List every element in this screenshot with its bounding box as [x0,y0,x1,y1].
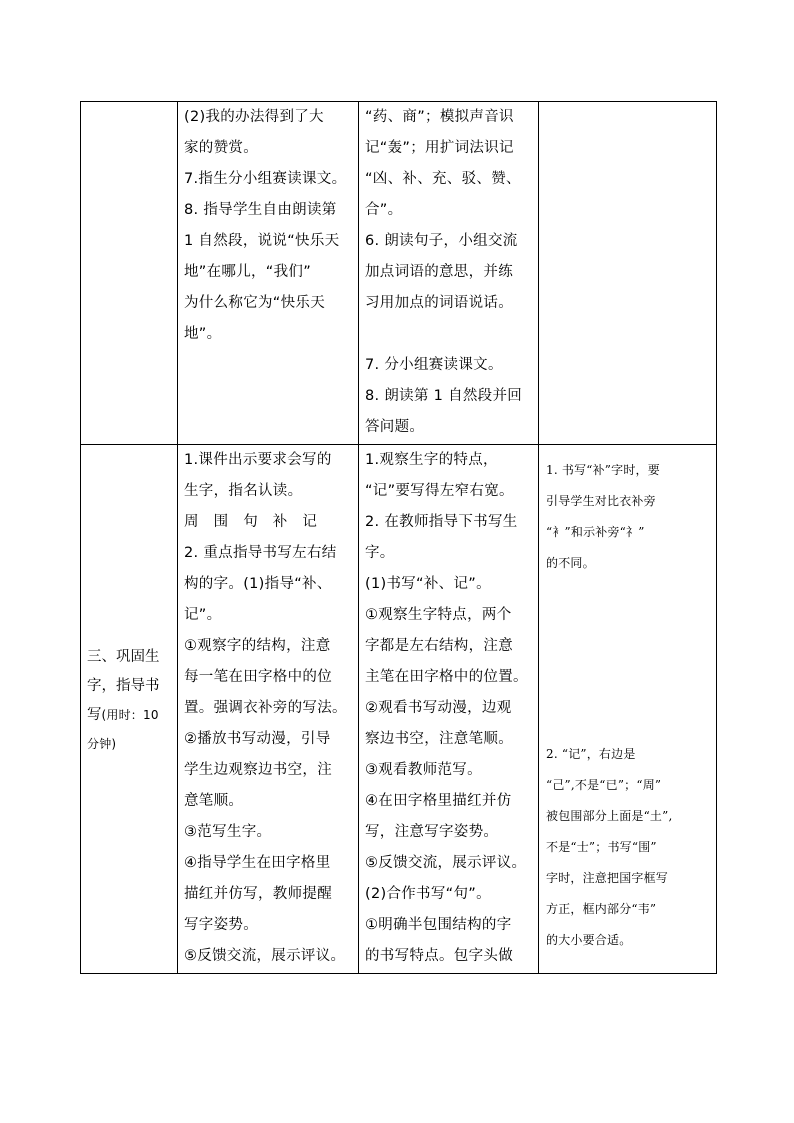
table-row [81,445,717,974]
note-line: “己”,不是“已”；“周” [546,778,662,792]
text-line: 2. 在教师指导下书写生 [365,514,518,530]
stage-cell [81,445,178,974]
note-line: 方正，框内部分“韦” [546,902,657,916]
notes-cell [539,445,717,974]
text-line: 合”。 [365,202,403,218]
note-line: “衤”和示补旁“礻” [546,525,645,539]
text-line: 1.课件出示要求会写的 [184,452,332,468]
text-line: ⑤反馈交流，展示评议。 [184,948,346,964]
note-line: 的大小要合适。 [546,933,632,947]
text-line: 字。 [365,545,395,561]
note-line: 1. 书写“补”字时，要 [546,463,660,477]
text-line: 1.观察生字的特点， [365,452,498,468]
notes-cell-empty [539,102,717,445]
text-line: 构的字。(1)指导“补、 [184,576,332,592]
table-row [81,102,717,445]
stage-cell-empty [81,102,178,445]
student-activity-cell [359,102,539,445]
note-line: 的不同。 [546,556,595,570]
text-line: “记”要写得左窄右宽。 [365,483,514,499]
text-line: 察边书空，注意笔顺。 [365,731,513,747]
text-line: 主笔在田字格中的位置。 [365,669,528,685]
note-line: 2. “记”，右边是 [546,747,636,761]
text-line: 写字姿势。 [184,917,258,933]
text-line: 描红并仿写，教师提醒 [184,886,332,902]
note-line: 引导学生对比衣补旁 [546,494,656,508]
text-line: ⑤反馈交流，展示评议。 [365,855,527,871]
text-line: 2. 重点指导书写左右结 [184,545,337,561]
text-line: 7.指生分小组赛读课文。 [184,171,347,187]
text-line: 地”在哪儿，“我们” [184,264,312,280]
note-line: 不是“士”；书写“围” [546,840,657,854]
text-line: 8. 指导学生自由朗读第 [184,202,337,218]
text-line: 6. 朗读句子，小组交流 [365,233,518,249]
teacher-activity-cell [178,102,359,445]
text-line: (2)我的办法得到了大 [184,109,324,125]
text-line: 记“轰”；用扩词法识记 [365,140,514,156]
text-line: 家的赞赏。 [184,140,258,156]
text-line: 字都是左右结构，注意 [365,638,513,654]
stage-duration: (用时：10 分钟) [87,708,159,751]
lesson-plan-table [80,101,717,974]
text-line: ③范写生字。 [184,824,272,840]
text-line: ④在田字格里描红并仿 [365,793,512,809]
text-line: 置。强调衣补旁的写法。 [184,700,347,716]
text-line: 习用加点的词语说话。 [365,295,513,311]
text-line: ②播放书写动漫，引导 [184,731,331,747]
text-line: ②观看书写动漫，边观 [365,700,512,716]
text-line: 学生边观察边书空，注 [184,762,332,778]
text-line: “药、商”；模拟声音识 [365,109,514,125]
text-line: (2)合作书写“句”。 [365,886,491,902]
text-line: ①观察字的结构，注意 [184,638,331,654]
text-line: 的书写特点。包字头做 [365,948,513,964]
note-line: 字时，注意把国字框写 [546,871,669,885]
text-line: 答问题。 [365,419,425,435]
text-line: ①明确半包围结构的字 [365,917,512,933]
text-line: 生字，指名认读。 [184,483,303,499]
stage-title: 三、巩固生字，指导书写 [87,649,160,723]
text-line: 为什么称它为“快乐天 [184,295,326,311]
text-line: ①观察生字特点，两个 [365,607,512,623]
text-line: “凶、补、充、驳、赞、 [365,171,521,187]
text-line: 每一笔在田字格中的位 [184,669,332,685]
teacher-activity-cell [178,445,359,974]
text-line: 记”。 [184,607,222,623]
text-line: (1)书写“补、记”。 [365,576,491,592]
text-line: ③观看教师范写。 [365,762,482,778]
note-line: 被包围部分上面是“土”, [546,809,673,823]
text-line: 8. 朗读第 1 自然段并回 [365,388,523,404]
text-line: 周 围 句 补 记 [184,514,318,530]
text-line: 意笔顺。 [184,793,244,809]
student-activity-cell [359,445,539,974]
text-line: 7. 分小组赛读课文。 [365,357,503,373]
text-line: ④指导学生在田字格里 [184,855,331,871]
text-line: 地”。 [184,326,222,342]
text-line: 1 自然段，说说“快乐天 [184,233,340,249]
blank-line [365,319,535,350]
text-line: 加点词语的意思，并练 [365,264,513,280]
text-line: 写，注意写字姿势。 [365,824,499,840]
